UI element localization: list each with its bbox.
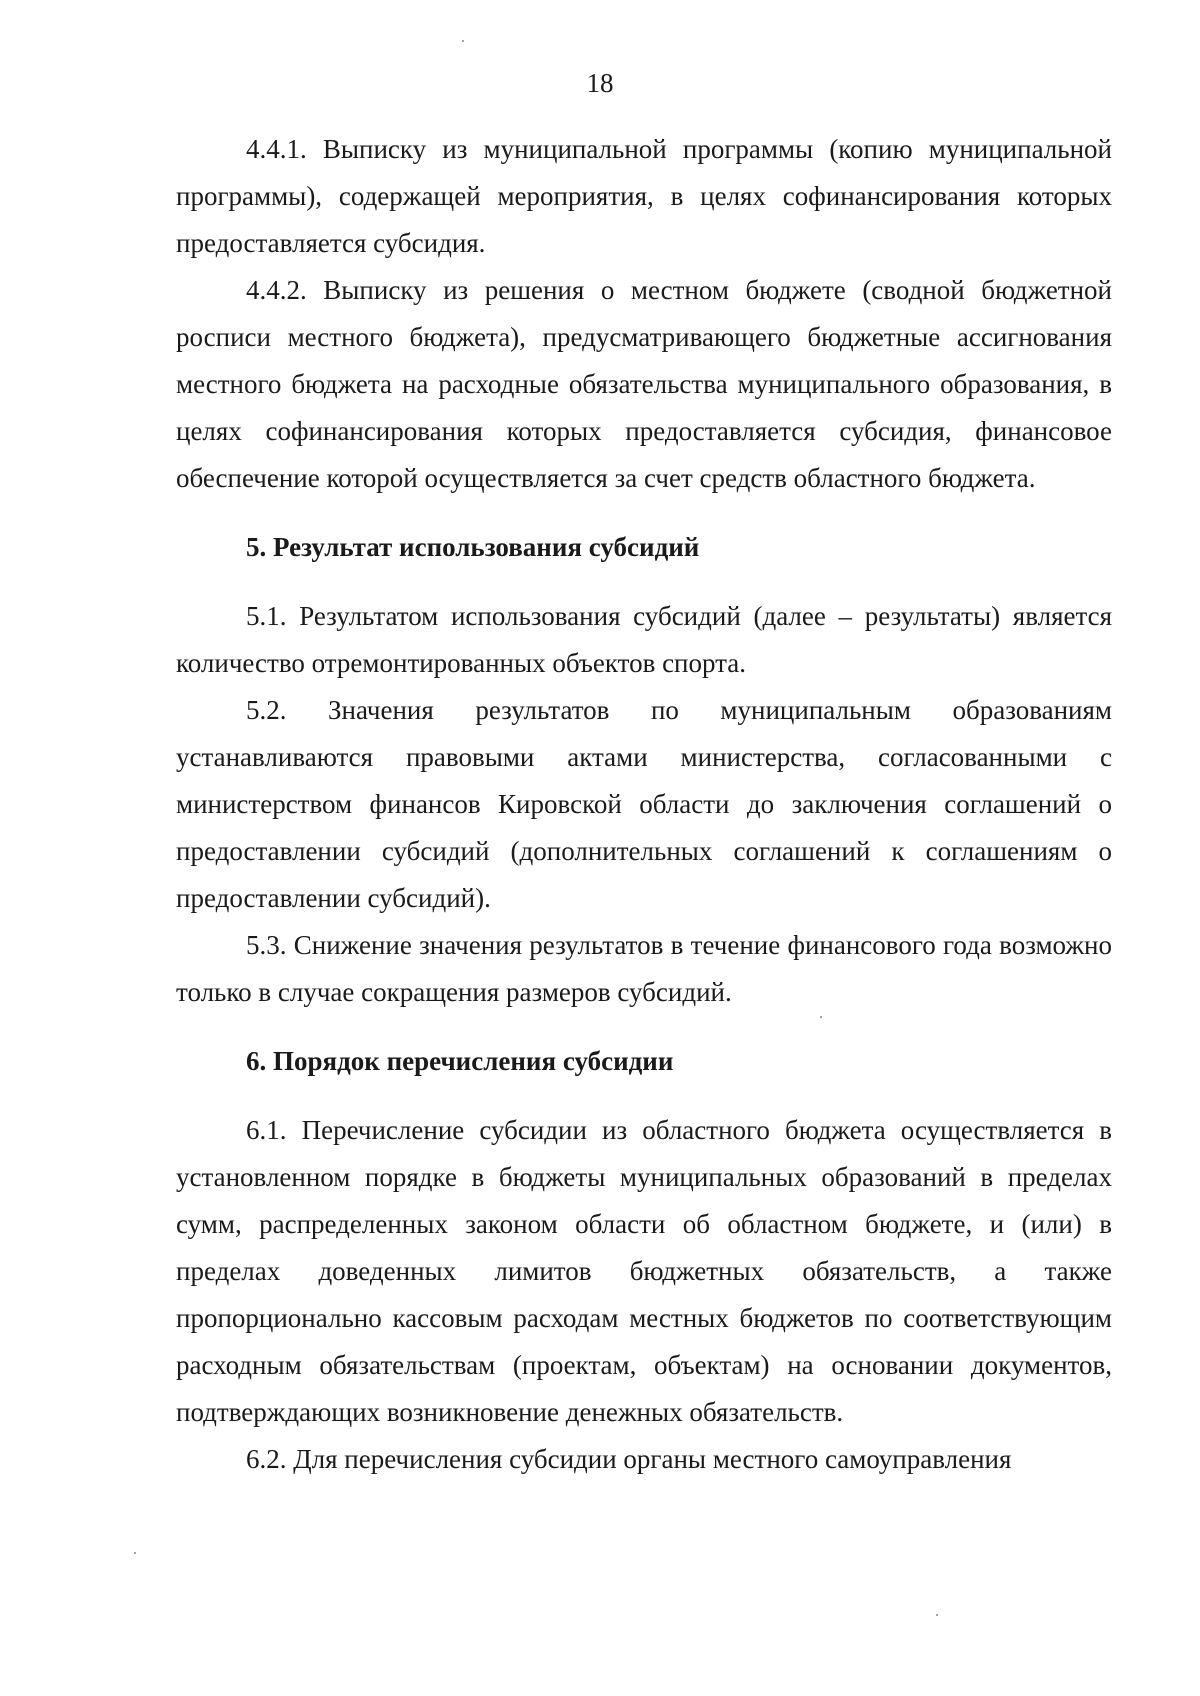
paragraph-6-1: 6.1. Перечисление субсидии из областного бюджета осуществляется в установленном порядке в бюджеты муниципальных образований в пределах сумм, распределенных законом области об областном бюджете, и (или) в пределах доведенных лимитов бюджетных обязательств, а также пропорционально кассовым расходам местных бюджетов по соответствующим расходным обязательствам (проектам, объектам) на основании документов, подтверждающих возникновение денежных обязательств. [176, 1115, 1112, 1427]
scan-speck [936, 1614, 938, 1616]
paragraph-4-4-1: 4.4.1. Выписку из муниципальной программы (копию муниципальной программы), содержащей мероприятия, в целях софинансирования которых предоставляется субсидия. [176, 134, 1112, 258]
section-6-heading: 6. Порядок перечисления субсидии [246, 1046, 674, 1076]
section-5-heading: 5. Результат использования субсидий [246, 532, 700, 562]
scan-speck [820, 1016, 822, 1018]
paragraph-4-4-2: 4.4.2. Выписку из решения о местном бюджете (сводной бюджетной росписи местного бюджета), предусматривающего бюджетные ассигнования местного бюджета на расходные обязательства муниципального образования, в целях софинансирования которых предоставляется субсидия, финансовое обеспечение которой осуществляется за счет средств областного бюджета. [176, 275, 1112, 493]
paragraph-5-1: 5.1. Результатом использования субсидий (далее – результаты) является количество отремонтированных объектов спорта. [176, 601, 1112, 678]
document-body [176, 126, 1112, 1483]
scan-speck [462, 40, 464, 42]
paragraph-5-2: 5.2. Значения результатов по муниципальным образованиям устанавливаются правовыми актами министерства, согласованными с министерством финансов Кировской области до заключения соглашений о предоставлении субсидий (дополнительных соглашений к соглашениям о предоставлении субсидий). [176, 695, 1112, 913]
paragraph-6-2: 6.2. Для перечисления субсидии органы местного самоуправления [246, 1444, 1012, 1474]
scan-speck [134, 1552, 136, 1554]
paragraph-5-3: 5.3. Снижение значения результатов в течение финансового года возможно только в случае сокращения размеров субсидий. [176, 930, 1112, 1007]
page-number: 18 [586, 68, 614, 98]
